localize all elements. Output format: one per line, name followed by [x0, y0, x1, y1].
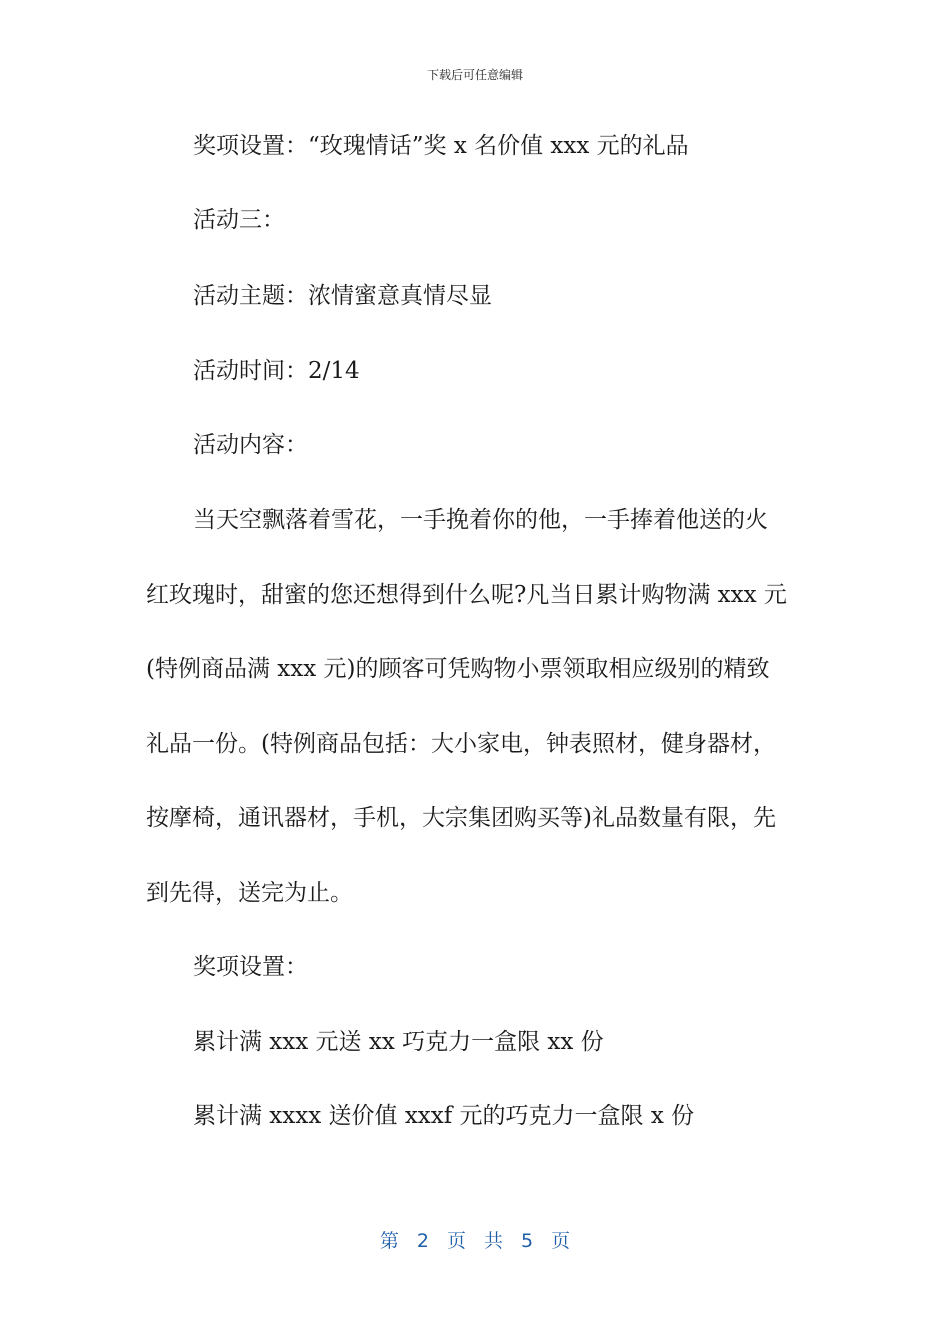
award-item-line: 累计满 xxxx 送价值 xxxf 元的巧克力一盒限 x 份	[193, 1103, 695, 1129]
paragraph-line: 礼品一份。(特例商品包括：大小家电，钟表照材，健身器材，	[146, 731, 776, 757]
paragraph-line: 红玫瑰时，甜蜜的您还想得到什么呢?凡当日累计购物满 xxx 元	[146, 582, 787, 608]
paragraph-line: (特例商品满 xxx 元)的顾客可凭购物小票领取相应级别的精致	[146, 656, 770, 682]
page-number-footer: 第 2 页 共 5 页	[379, 1230, 571, 1252]
paragraph-line: 到先得，送完为止。	[146, 880, 353, 906]
paragraph-line: 当天空飘落着雪花，一手挽着你的他，一手捧着他送的火	[193, 507, 768, 533]
award-settings-line: 奖项设置：“玫瑰情话”奖 x 名价值 xxx 元的礼品	[193, 133, 689, 159]
header-note: 下载后可任意编辑	[426, 68, 523, 82]
activity-time-line: 活动时间：2/14	[193, 358, 360, 384]
award-settings-heading: 奖项设置：	[193, 954, 308, 980]
paragraph-line: 按摩椅，通讯器材，手机，大宗集团购买等)礼品数量有限，先	[146, 805, 776, 831]
activity-theme-line: 活动主题：浓情蜜意真情尽显	[193, 283, 492, 309]
activity-three-heading: 活动三：	[193, 207, 285, 233]
award-item-line: 累计满 xxx 元送 xx 巧克力一盒限 xx 份	[193, 1029, 604, 1055]
activity-content-heading: 活动内容：	[193, 432, 308, 458]
